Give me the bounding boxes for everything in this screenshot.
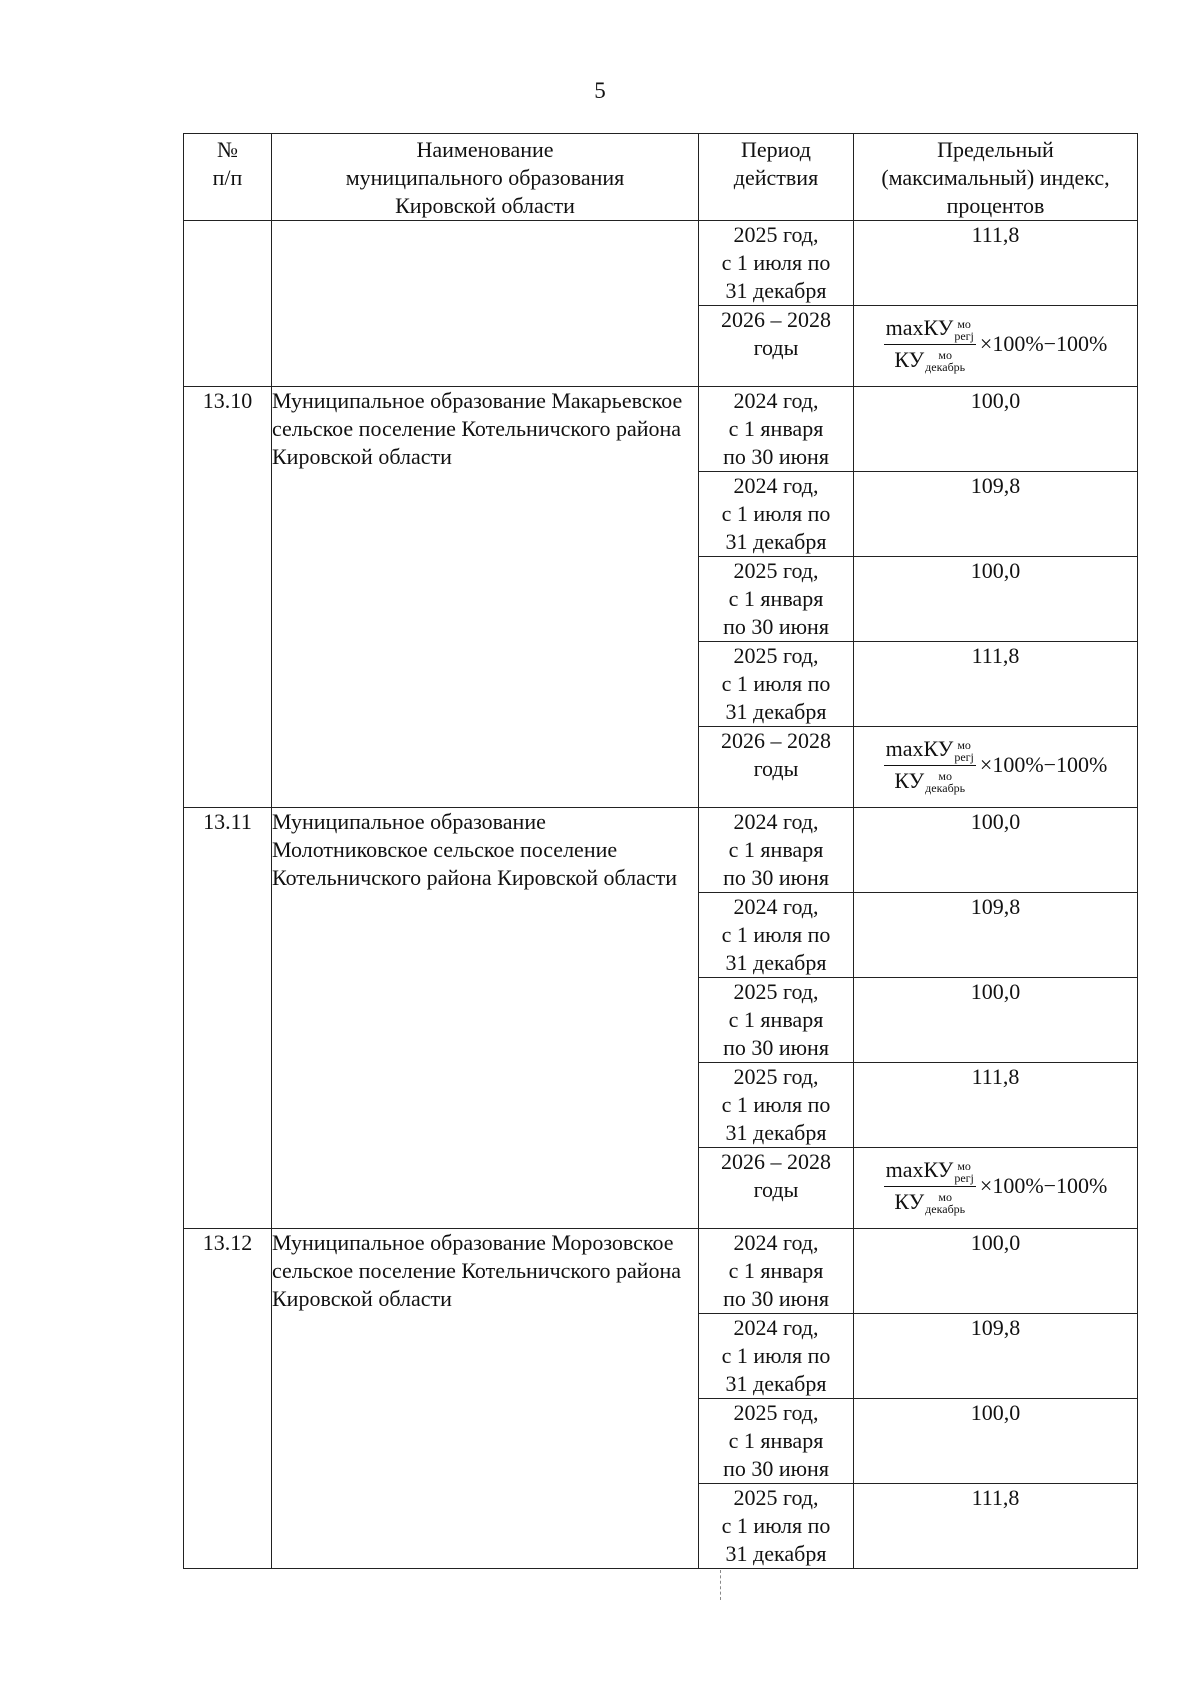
formula-denominator-indices	[925, 770, 965, 794]
period-line: 2024 год,	[733, 1315, 819, 1340]
period-line: 31 декабря	[725, 1371, 827, 1396]
period-line: с 1 января	[728, 416, 824, 441]
formula-numerator	[884, 1157, 976, 1187]
period-cell	[699, 1063, 854, 1148]
header-index-line: (максимальный) индекс,	[881, 165, 1110, 190]
formula-fraction	[884, 315, 976, 374]
index-formula	[854, 306, 1137, 382]
formula-fraction	[884, 736, 976, 795]
period-line: 2026 – 2028	[721, 1149, 831, 1174]
formula-tail: ×100%−100%	[979, 1173, 1108, 1198]
period-cell	[699, 1314, 854, 1399]
period-line: по 30 июня	[723, 614, 829, 639]
period-line: с 1 июля по	[721, 1092, 831, 1117]
formula-tail: ×100%−100%	[979, 752, 1108, 777]
index-table	[183, 133, 1138, 1569]
formula-denominator	[892, 1187, 967, 1216]
period-line: по 30 июня	[723, 444, 829, 469]
num-cell: 13.10	[184, 387, 272, 808]
period-line: 2025 год,	[733, 1400, 819, 1425]
table-row	[184, 221, 1138, 306]
period-cell	[699, 1148, 854, 1229]
period-line: 31 декабря	[725, 1541, 827, 1566]
index-value: 109,8	[970, 473, 1021, 498]
period-line: с 1 июля по	[721, 1513, 831, 1538]
period-cell	[699, 387, 854, 472]
period-line: 2025 год,	[733, 979, 819, 1004]
period-line: с 1 января	[728, 586, 824, 611]
formula-denominator-sub: декабрь	[925, 360, 966, 375]
formula-numerator	[884, 315, 976, 345]
formula-numerator-indices	[954, 739, 974, 763]
period-line: 2026 – 2028	[721, 728, 831, 753]
formula-numerator-base: maxКУ	[885, 314, 954, 340]
index-value: 100,0	[970, 1230, 1021, 1255]
period-cell	[699, 557, 854, 642]
index-cell	[854, 727, 1138, 808]
header-name-line: муниципального образования	[345, 165, 625, 190]
index-cell	[854, 1399, 1138, 1484]
name-cell-empty	[272, 221, 699, 387]
period-line: с 1 июля по	[721, 501, 831, 526]
index-value: 111,8	[971, 1064, 1020, 1089]
index-value: 111,8	[971, 643, 1020, 668]
num-cell: 13.12	[184, 1229, 272, 1569]
period-line: 2025 год,	[733, 558, 819, 583]
name-cell: Муниципальное образование Макарьевское сельское поселение Котельничского района Кировской области	[272, 387, 699, 808]
formula-denominator-sup: мо	[938, 348, 952, 363]
period-cell	[699, 1229, 854, 1314]
index-cell	[854, 306, 1138, 387]
period-cell	[699, 1484, 854, 1569]
period-line: 31 декабря	[725, 699, 827, 724]
header-name-line: Кировской области	[395, 193, 575, 218]
period-line: с 1 января	[728, 1428, 824, 1453]
formula-denominator-indices	[925, 1191, 965, 1215]
index-value: 100,0	[970, 388, 1021, 413]
formula-denominator-sup: мо	[938, 1190, 952, 1205]
formula-numerator-sub: регj	[954, 1170, 974, 1185]
formula-denominator-indices	[925, 349, 965, 373]
period-line: с 1 января	[728, 837, 824, 862]
table-row	[184, 808, 1138, 893]
index-formula	[854, 1148, 1137, 1224]
name-cell: Муниципальное образование Молотниковское сельское поселение Котельничского района Кировской области	[272, 808, 699, 1229]
index-cell	[854, 557, 1138, 642]
formula-denominator	[892, 766, 967, 795]
period-line: с 1 июля по	[721, 922, 831, 947]
index-value: 100,0	[970, 809, 1021, 834]
index-value: 100,0	[970, 558, 1021, 583]
header-index-line: Предельный	[937, 137, 1054, 162]
table-row	[184, 387, 1138, 472]
index-value: 109,8	[970, 1315, 1021, 1340]
header-period	[699, 134, 854, 221]
index-formula	[854, 727, 1137, 803]
formula-denominator-base: КУ	[894, 1188, 925, 1214]
index-value: 109,8	[970, 894, 1021, 919]
period-line: с 1 января	[728, 1258, 824, 1283]
period-cell	[699, 808, 854, 893]
period-cell	[699, 893, 854, 978]
period-line: по 30 июня	[723, 865, 829, 890]
period-line: 2025 год,	[733, 1064, 819, 1089]
period-line: 2025 год,	[733, 222, 819, 247]
formula-denominator-sub: декабрь	[925, 1202, 966, 1217]
index-cell	[854, 978, 1138, 1063]
period-line: по 30 июня	[723, 1035, 829, 1060]
header-period-line: действия	[733, 165, 819, 190]
formula-numerator-sup: мо	[957, 737, 971, 752]
name-cell: Муниципальное образование Морозовское сельское поселение Котельничского района Кировской области	[272, 1229, 699, 1569]
formula-denominator-base: КУ	[894, 346, 925, 372]
header-index-line: процентов	[946, 193, 1045, 218]
header-num	[184, 134, 272, 221]
index-cell	[854, 1314, 1138, 1399]
period-line: 31 декабря	[725, 529, 827, 554]
index-value: 100,0	[970, 1400, 1021, 1425]
formula-denominator	[892, 345, 967, 374]
index-cell	[854, 1229, 1138, 1314]
index-cell	[854, 387, 1138, 472]
period-cell	[699, 306, 854, 387]
table-body	[184, 221, 1138, 1569]
formula-numerator-base: maxКУ	[885, 1156, 954, 1182]
period-line: годы	[753, 335, 799, 360]
index-value: 111,8	[971, 222, 1020, 247]
header-num-line: №	[217, 137, 238, 162]
index-cell	[854, 472, 1138, 557]
formula-numerator-sup: мо	[957, 1158, 971, 1173]
period-line: 2024 год,	[733, 473, 819, 498]
header-name-line: Наименование	[416, 137, 554, 162]
period-line: по 30 июня	[723, 1286, 829, 1311]
formula-denominator-sup: мо	[938, 769, 952, 784]
formula-numerator-sup: мо	[957, 316, 971, 331]
period-line: 2024 год,	[733, 388, 819, 413]
formula-numerator-base: maxКУ	[885, 735, 954, 761]
period-line: с 1 июля по	[721, 1343, 831, 1368]
period-cell	[699, 642, 854, 727]
header-period-line: Период	[741, 137, 811, 162]
period-line: 2024 год,	[733, 1230, 819, 1255]
index-cell	[854, 1063, 1138, 1148]
period-line: 31 декабря	[725, 1120, 827, 1145]
header-num-line: п/п	[212, 165, 243, 190]
period-line: с 1 июля по	[721, 250, 831, 275]
index-cell	[854, 893, 1138, 978]
period-line: 2026 – 2028	[721, 307, 831, 332]
scan-mark	[720, 1570, 722, 1600]
formula-denominator-sub: декабрь	[925, 781, 966, 796]
index-cell	[854, 1148, 1138, 1229]
header-name	[272, 134, 699, 221]
period-line: годы	[753, 756, 799, 781]
period-line: 31 декабря	[725, 278, 827, 303]
formula-numerator-sub: регj	[954, 749, 974, 764]
num-cell: 13.11	[184, 808, 272, 1229]
period-cell	[699, 221, 854, 306]
period-line: 2025 год,	[733, 643, 819, 668]
index-cell	[854, 642, 1138, 727]
period-cell	[699, 472, 854, 557]
index-value: 100,0	[970, 979, 1021, 1004]
period-line: с 1 июля по	[721, 671, 831, 696]
table-header-row	[184, 134, 1138, 221]
formula-denominator-base: КУ	[894, 767, 925, 793]
period-line: 2024 год,	[733, 809, 819, 834]
header-index	[854, 134, 1138, 221]
period-cell	[699, 727, 854, 808]
formula-numerator	[884, 736, 976, 766]
page-number: 5	[594, 78, 606, 103]
index-cell	[854, 808, 1138, 893]
period-line: с 1 января	[728, 1007, 824, 1032]
period-line: 31 декабря	[725, 950, 827, 975]
period-cell	[699, 1399, 854, 1484]
formula-numerator-sub: регj	[954, 328, 974, 343]
table-row	[184, 1229, 1138, 1314]
index-cell	[854, 221, 1138, 306]
num-cell-empty	[184, 221, 272, 387]
formula-numerator-indices	[954, 318, 974, 342]
formula-fraction	[884, 1157, 976, 1216]
period-line: годы	[753, 1177, 799, 1202]
formula-numerator-indices	[954, 1160, 974, 1184]
period-line: 2025 год,	[733, 1485, 819, 1510]
period-line: 2024 год,	[733, 894, 819, 919]
period-cell	[699, 978, 854, 1063]
index-value: 111,8	[971, 1485, 1020, 1510]
formula-tail: ×100%−100%	[979, 331, 1108, 356]
period-line: по 30 июня	[723, 1456, 829, 1481]
index-cell	[854, 1484, 1138, 1569]
